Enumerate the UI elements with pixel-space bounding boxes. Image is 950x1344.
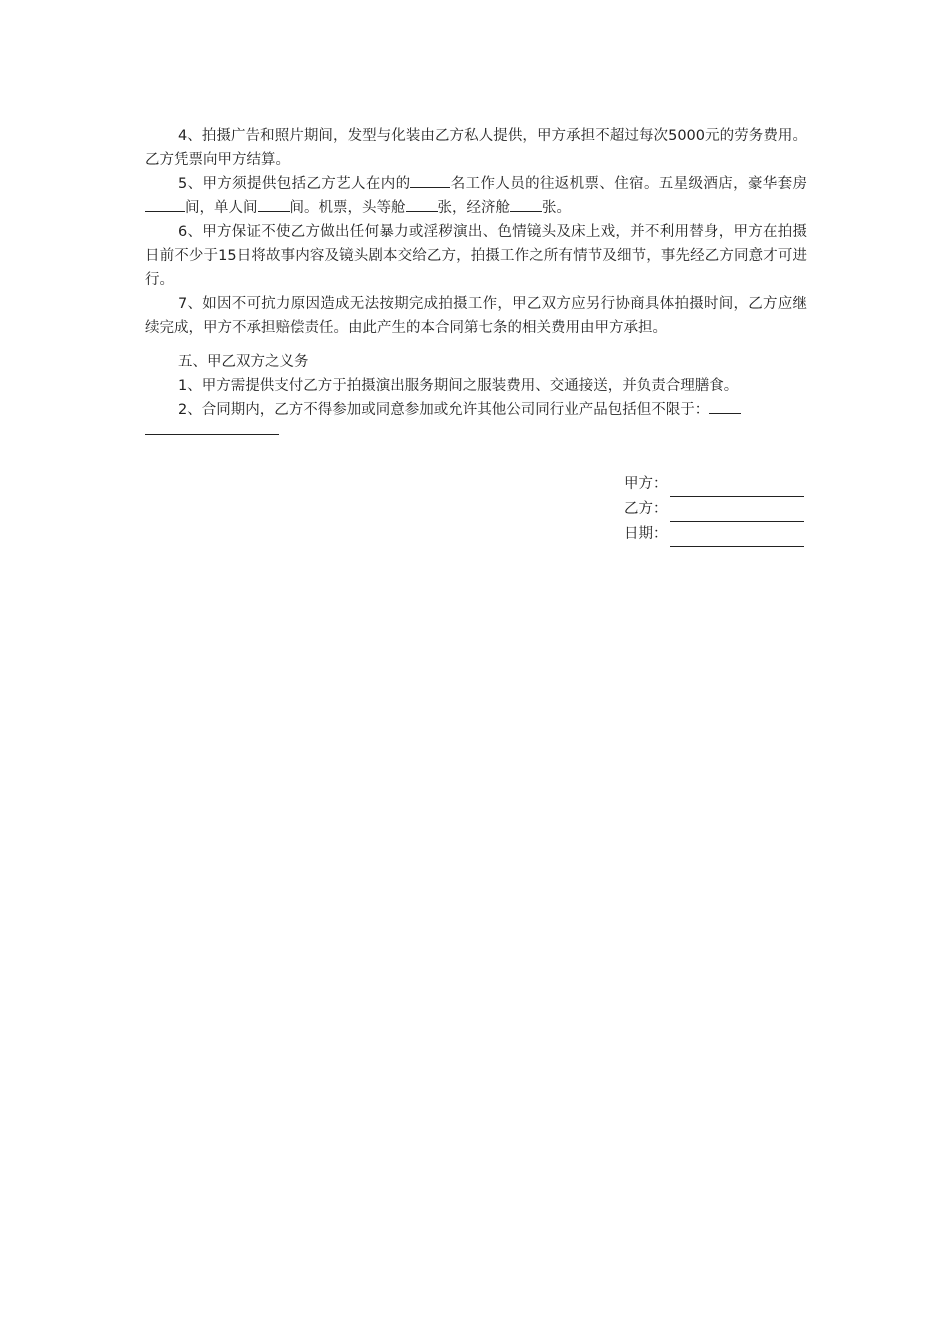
clause-text: 日将故事内容及镜头剧本交给乙方，拍摄工作之所有情节及细节，事先经乙方同意才可进行。 xyxy=(145,248,808,288)
fill-blank xyxy=(406,197,438,212)
date-label: 日期： xyxy=(624,526,668,542)
clause-text: 、甲方保证不使乙方做出任何暴力或淫秽演出、色情镜头及床上戏，并不利用替身，甲方在拍摄日前不少于 xyxy=(145,224,807,264)
clause-number: 7 xyxy=(178,296,188,312)
section-title: 五、甲乙双方之义务 xyxy=(178,354,309,370)
fill-blank xyxy=(510,197,542,212)
clause-7 xyxy=(145,292,807,340)
date-line xyxy=(670,531,804,547)
clause-5 xyxy=(145,172,807,220)
clause-number: 2 xyxy=(178,402,188,418)
signature-line xyxy=(670,506,804,522)
fill-blank xyxy=(258,197,290,212)
party-b-row xyxy=(624,497,804,522)
signature-line xyxy=(670,481,804,497)
party-a-row xyxy=(624,472,804,497)
date-row xyxy=(624,522,804,547)
clause-text: 、甲方需提供支付乙方于拍摄演出服务期间之服装费用、交通接送，并负责合理膳食。 xyxy=(187,378,739,394)
clause-text: 元的劳务费用。乙方凭票向甲方结算。 xyxy=(145,128,808,168)
clause-text: 间，单人间 xyxy=(185,200,258,216)
obligation-2 xyxy=(145,398,807,422)
fill-blank xyxy=(145,197,185,212)
clause-6 xyxy=(145,220,807,292)
fill-blank xyxy=(410,173,450,188)
clause-text: 、甲方须提供包括乙方艺人在内的 xyxy=(187,176,411,192)
contract-body xyxy=(145,124,807,435)
clause-text: 张，经济舱 xyxy=(437,200,510,216)
clause-text: 间。机票，头等舱 xyxy=(289,200,406,216)
clause-text: 、如因不可抗力原因造成无法按期完成拍摄工作，甲乙双方应另行协商具体拍摄时间，乙方应继续完成，甲方不承担赔偿责任。由此产生的本合同第七条的相关费用由甲方承担。 xyxy=(145,296,807,336)
clause-text: 名工作人员的往返机票、住宿。五星级酒店，豪华套房 xyxy=(450,176,808,192)
clause-4 xyxy=(145,124,807,172)
clause-number: 5 xyxy=(178,176,188,192)
obligation-1 xyxy=(145,374,807,398)
fill-blank-line xyxy=(145,422,279,435)
clause-text: 、合同期内，乙方不得参加或同意参加或允许其他公司同行业产品包括但不限于： xyxy=(187,402,710,418)
clause-number: 4 xyxy=(178,128,188,144)
amount-value: 5000 xyxy=(668,128,706,144)
clause-text: 张。 xyxy=(542,200,571,216)
clause-text: 、拍摄广告和照片期间，发型与化装由乙方私人提供，甲方承担不超过每次 xyxy=(187,128,669,144)
clause-number: 1 xyxy=(178,378,188,394)
signature-block xyxy=(624,472,804,547)
party-a-label: 甲方： xyxy=(624,476,668,492)
clause-number: 6 xyxy=(178,224,188,240)
fill-blank xyxy=(709,399,741,414)
party-b-label: 乙方： xyxy=(624,501,668,517)
days-value: 15 xyxy=(218,248,237,264)
